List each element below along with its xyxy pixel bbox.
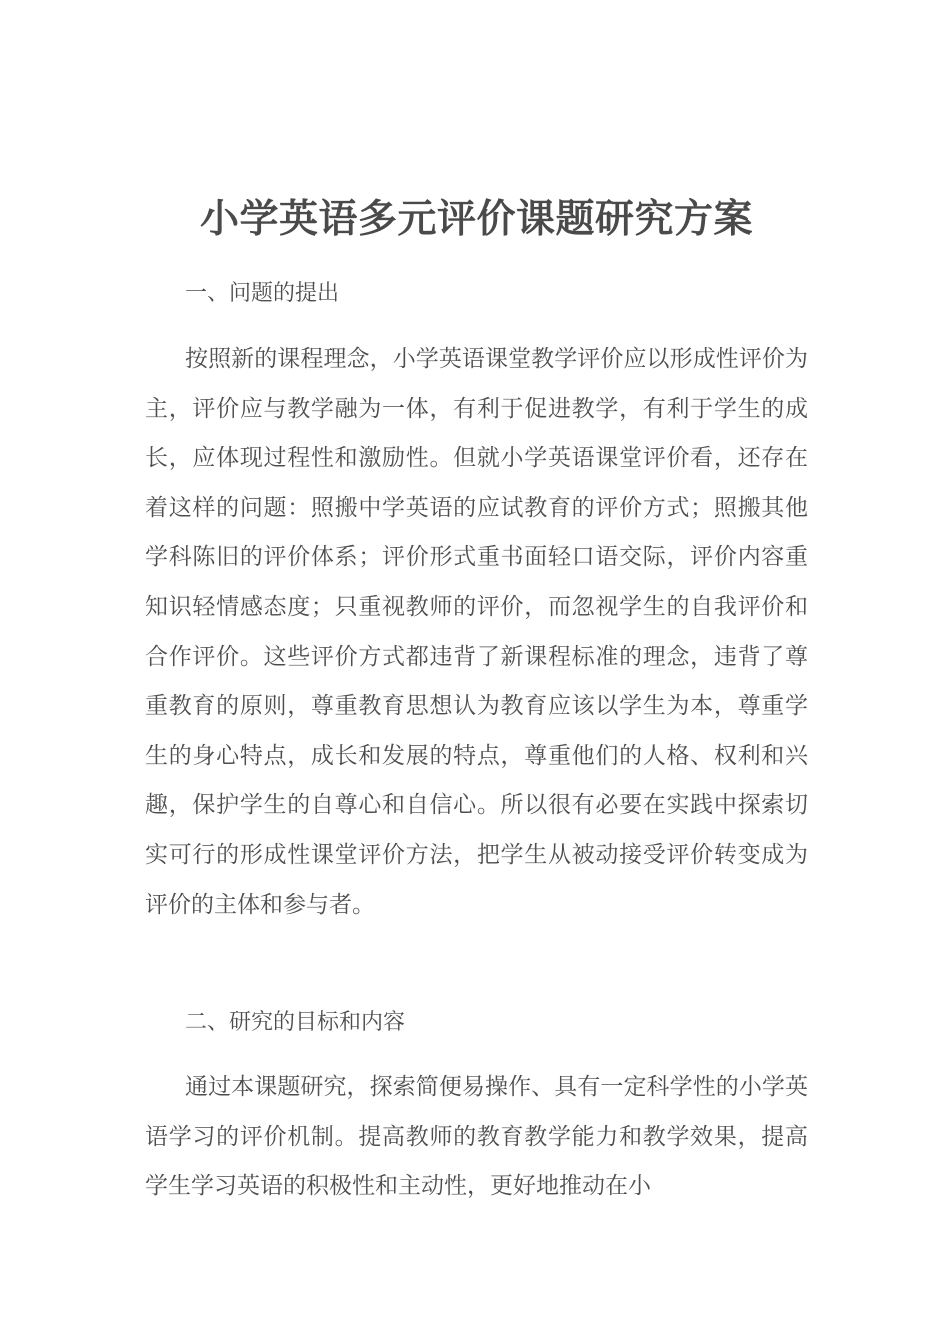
section-paragraph-goals: 通过本课题研究，探索简便易操作、具有一定科学性的小学英语学习的评价机制。提高教师的教育教学能力和教学效果，提高学生学习英语的积极性和主动性，更好地推动在小	[145, 1074, 808, 1200]
section-heading-problem: 一、问题的提出	[185, 281, 340, 306]
section-heading-goals: 二、研究的目标和内容	[185, 1010, 406, 1035]
document-page	[145, 0, 808, 1344]
document-title: 小学英语多元评价课题研究方案	[199, 197, 753, 242]
section-paragraph-problem: 按照新的课程理念，小学英语课堂教学评价应以形成性评价为主，评价应与教学融为一体，有利于促进教学，有利于学生的成长，应体现过程性和激励性。但就小学英语课堂评价看，还存在着这样的问题：照搬中学英语的应试教育的评价方式；照搬其他学科陈旧的评价体系；评价形式重书面轻口语交际，评价内容重知识轻情感态度；只重视教师的评价，而忽视学生的自我评价和合作评价。这些评价方式都违背了新课程标准的理念，违背了尊重教育的原则，尊重教育思想认为教育应该以学生为本，尊重学生的身心特点，成长和发展的特点，尊重他们的人格、权利和兴趣，保护学生的自尊心和自信心。所以很有必要在实践中探索切实可行的形成性课堂评价方法，把学生从被动接受评价转变成为评价的主体和参与者。	[145, 346, 808, 918]
